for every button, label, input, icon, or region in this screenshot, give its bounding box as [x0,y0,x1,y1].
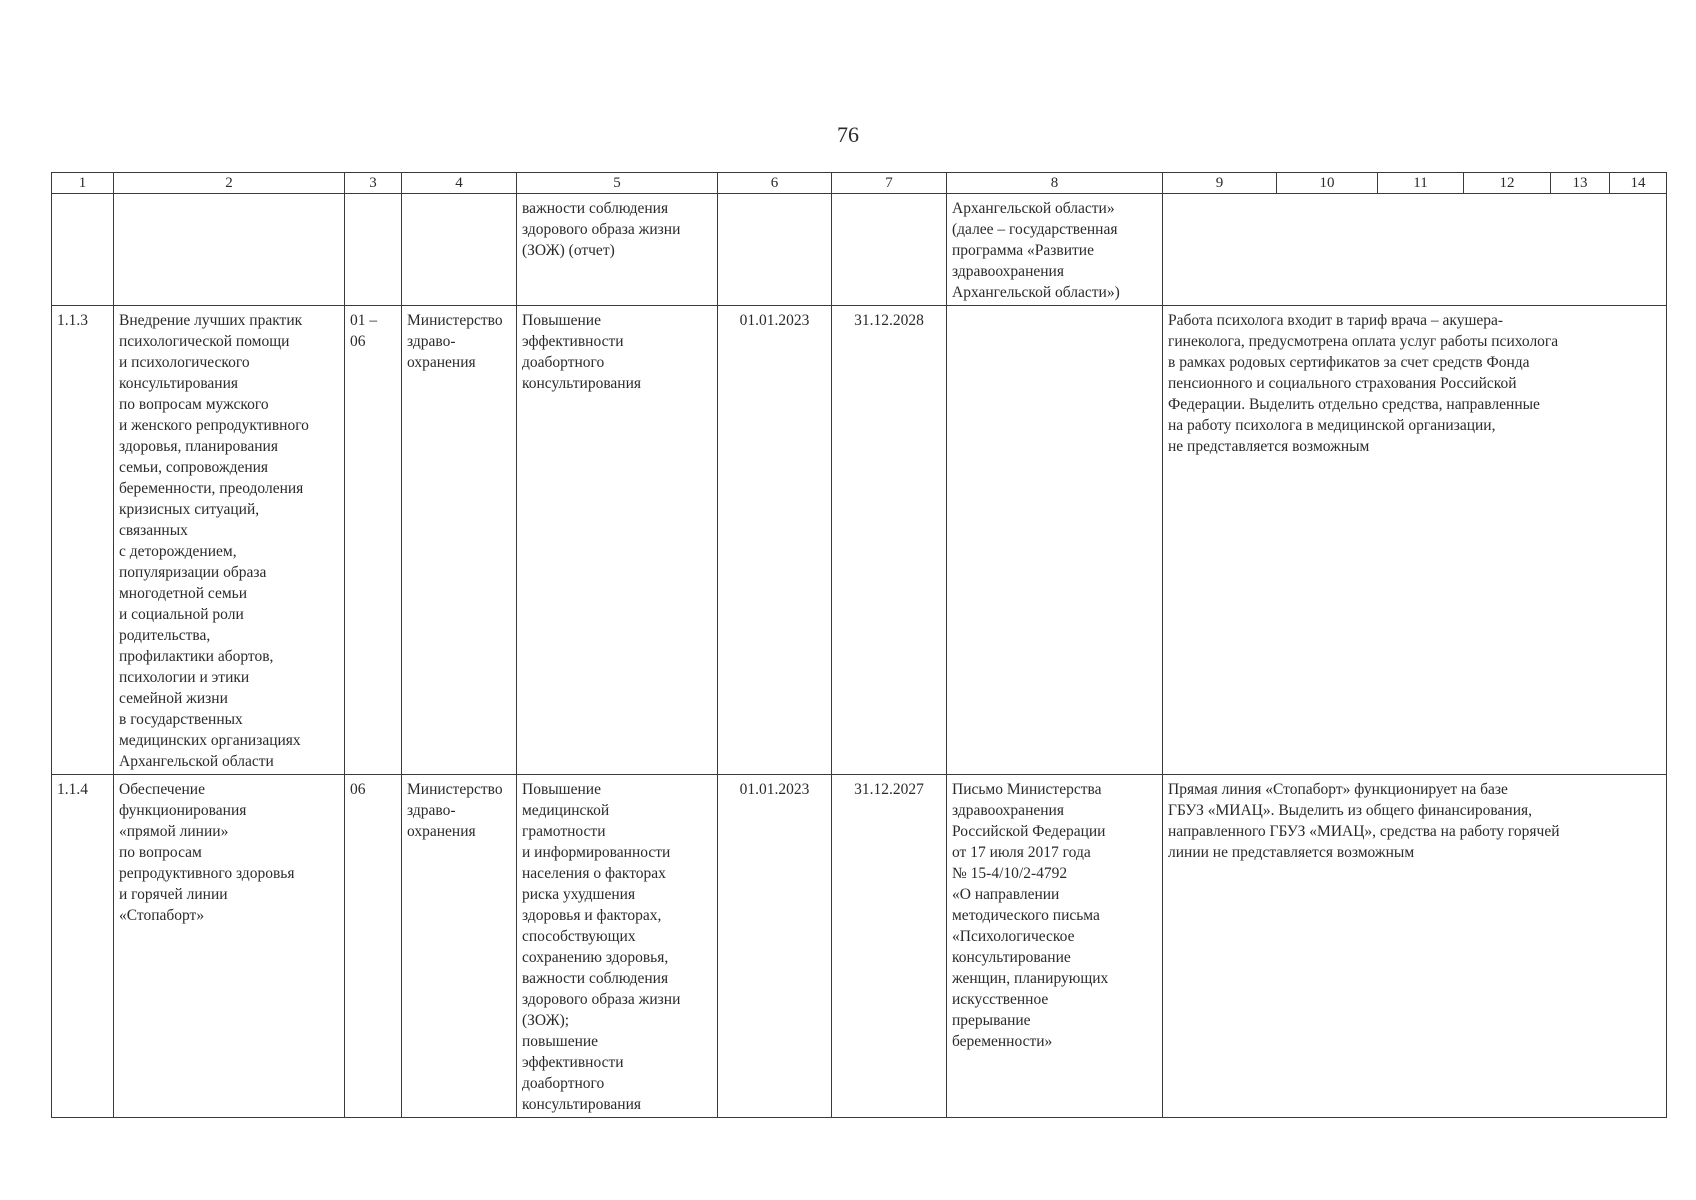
table-row [52,194,1667,306]
column-number: 14 [1610,173,1667,194]
column-number: 7 [832,173,947,194]
financing-note: Работа психолога входит в тариф врача – акушера- гинеколога, предусмотрена оплата услуг работы психолога в рамках родовых сертификатов за счет средств Фонда пенсионного и социального страхования Российской Федерации. Выделить отдельно средства, направленные на работу психолога в медицинской организации, не представляется возможным [1163,306,1667,775]
legal-basis: Архангельской области» (далее – государственная программа «Развитие здравоохранения Архангельской области») [947,194,1163,306]
column-number: 12 [1464,173,1551,194]
responsible [402,194,517,306]
item-number [52,194,114,306]
column-number: 4 [402,173,517,194]
column-number: 6 [718,173,832,194]
year-range: 01 – 06 [345,306,402,775]
item-number: 1.1.4 [52,775,114,1118]
measure-name: Внедрение лучших практик психологической помощи и психологического консультирования по вопросам мужского и женского репродуктивного здоровья, планирования семьи, сопровождения беременности, преодоления кризисных ситуаций, связанных с деторождением, популяризации образа многодетной семьи и социальной роли родительства, профилактики абортов, психологии и этики семейной жизни в государственных медицинских организациях Архангельской области [114,306,345,775]
item-number: 1.1.3 [52,306,114,775]
financing-note: Прямая линия «Стопаборт» функционирует на базе ГБУЗ «МИАЦ». Выделить из общего финансирования, направленного ГБУЗ «МИАЦ», средства на работу горячей линии не представляется возможным [1163,775,1667,1118]
column-number: 3 [345,173,402,194]
column-number-row [52,173,1667,194]
expected-result: важности соблюдения здорового образа жизни (ЗОЖ) (отчет) [517,194,718,306]
end-date [832,194,947,306]
column-number: 10 [1277,173,1378,194]
start-date: 01.01.2023 [718,306,832,775]
start-date [718,194,832,306]
end-date: 31.12.2028 [832,306,947,775]
column-number: 5 [517,173,718,194]
financing-note [1163,194,1667,306]
table-row [52,775,1667,1118]
column-number: 13 [1551,173,1610,194]
measure-name [114,194,345,306]
year-range [345,194,402,306]
end-date: 31.12.2027 [832,775,947,1118]
expected-result: Повышение эффективности доабортного консультирования [517,306,718,775]
column-number: 2 [114,173,345,194]
responsible: Министерство здраво- охранения [402,775,517,1118]
measures-table [51,172,1667,1118]
column-number: 8 [947,173,1163,194]
column-number: 11 [1378,173,1464,194]
table-row [52,306,1667,775]
year-range: 06 [345,775,402,1118]
responsible: Министерство здраво- охранения [402,306,517,775]
start-date: 01.01.2023 [718,775,832,1118]
column-number: 9 [1163,173,1277,194]
column-number: 1 [52,173,114,194]
measure-name: Обеспечение функционирования «прямой линии» по вопросам репродуктивного здоровья и горячей линии «Стопаборт» [114,775,345,1118]
legal-basis [947,306,1163,775]
expected-result: Повышение медицинской грамотности и информированности населения о факторах риска ухудшения здоровья и факторах, способствующих сохранению здоровья, важности соблюдения здорового образа жизни (ЗОЖ); повышение эффективности доабортного консультирования [517,775,718,1118]
page-number: 76 [837,122,859,147]
legal-basis: Письмо Министерства здравоохранения Российской Федерации от 17 июля 2017 года № 15-4/10/2-4792 «О направлении методического письма «Психологическое консультирование женщин, планирующих искусственное прерывание беременности» [947,775,1163,1118]
